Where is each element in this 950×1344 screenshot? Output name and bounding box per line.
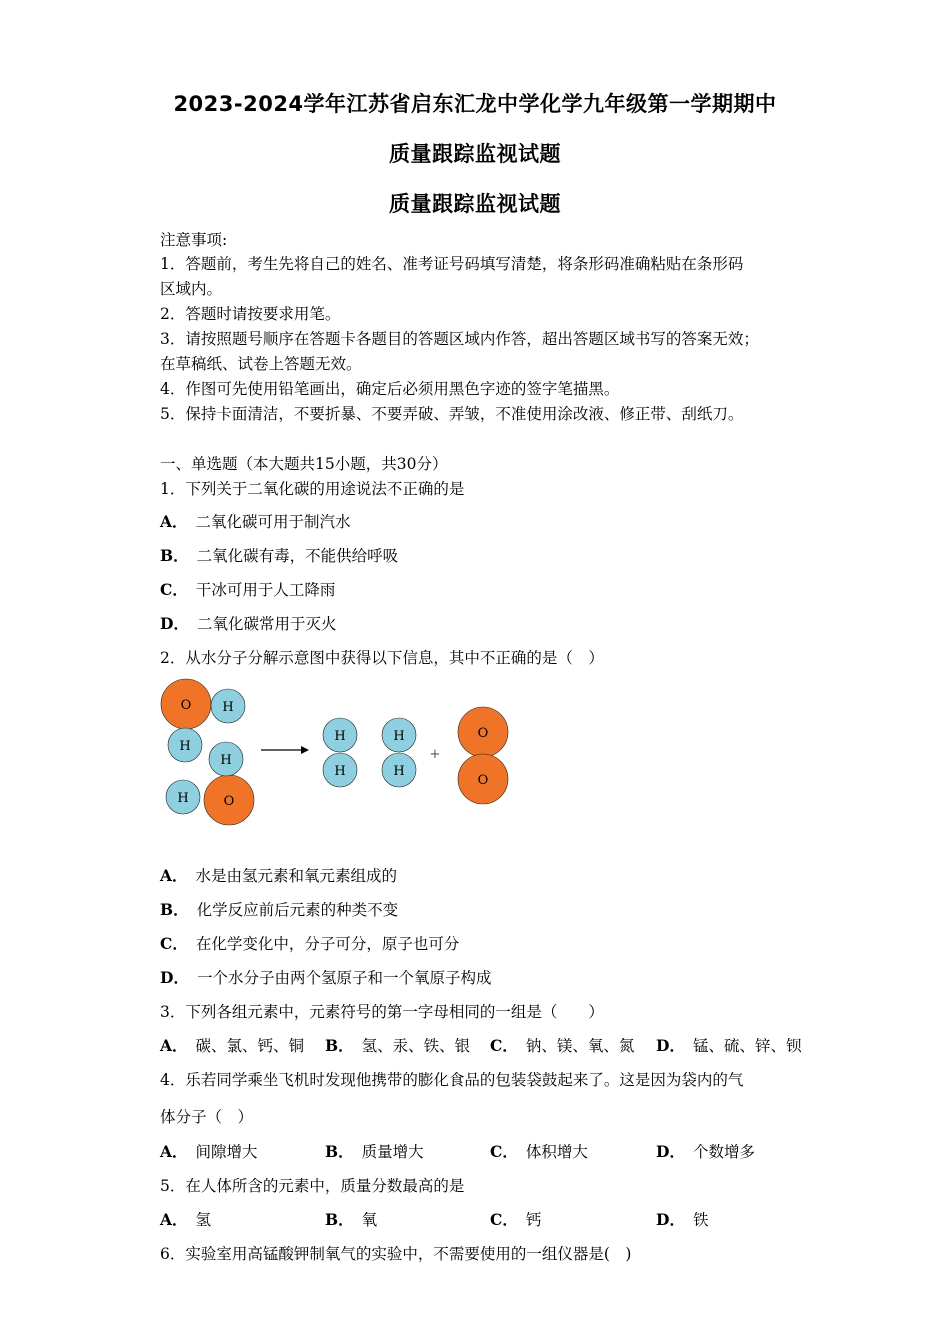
question-1-stem: 1．下列关于二氧化碳的用途说法不正确的是: [160, 480, 465, 498]
option-text: 干冰可用于人工降雨: [195, 581, 336, 599]
page-title-line2: 质量跟踪监视试题: [389, 142, 561, 166]
question-5-option-d: [656, 1208, 708, 1230]
option-label: C．: [160, 580, 188, 599]
question-2-option-d: [160, 966, 491, 988]
question-2-option-c: [160, 932, 459, 954]
option-text: 氢: [195, 1211, 212, 1229]
atom-label: O: [180, 698, 192, 713]
option-label: A．: [160, 866, 188, 885]
question-3-option-c: [490, 1034, 634, 1056]
question-4-option-d: [656, 1140, 755, 1162]
hydrogen-molecule-2: [382, 718, 416, 787]
question-4-option-c: [490, 1140, 588, 1162]
question-3-option-a: [160, 1034, 304, 1056]
option-text: 二氧化碳有毒，不能供给呼吸: [196, 547, 399, 565]
option-label: B．: [325, 1036, 354, 1055]
option-label: A．: [160, 1210, 188, 1229]
option-text: 体积增大: [525, 1143, 588, 1161]
option-text: 水是由氢元素和氧元素组成的: [195, 867, 398, 885]
plus-sign: +: [429, 747, 441, 762]
option-text: 碳、氯、钙、铜: [195, 1037, 305, 1055]
atom-label: O: [477, 773, 489, 788]
atom-label: H: [393, 729, 405, 744]
option-label: B．: [160, 546, 189, 565]
atom-label: H: [179, 739, 191, 754]
question-6-stem: 6．实验室用高锰酸钾制氧气的实验中，不需要使用的一组仪器是( ): [160, 1245, 632, 1263]
question-5-option-b: [325, 1208, 377, 1230]
question-2-option-a: [160, 864, 397, 886]
question-4-stem-line1: 4．乐若同学乘坐飞机时发现他携带的膨化食品的包装袋鼓起来了。这是因为袋内的气: [160, 1071, 744, 1089]
question-4-option-a: [160, 1140, 258, 1162]
option-label: A．: [160, 512, 188, 531]
note-line: 4．作图可先使用铅笔画出，确定后必须用黑色字迹的签字笔描黑。: [160, 380, 620, 398]
option-text: 锰、硫、锌、钡: [692, 1037, 802, 1055]
atom-label: H: [220, 753, 232, 768]
atom-label: H: [334, 764, 346, 779]
question-2-option-b: [160, 898, 398, 920]
question-3-stem: 3．下列各组元素中，元素符号的第一字母相同的一组是（ ）: [160, 1003, 604, 1021]
option-text: 个数增多: [692, 1143, 755, 1161]
water-decomposition-diagram: [155, 675, 515, 835]
hydrogen-molecule-1: [323, 718, 357, 787]
option-text: 二氧化碳可用于制汽水: [195, 513, 351, 531]
option-text: 间隙增大: [195, 1143, 258, 1161]
option-label: C．: [490, 1210, 518, 1229]
question-1-option-d: [160, 612, 336, 634]
note-line: 区域内。: [160, 280, 223, 298]
question-1-option-c: [160, 578, 335, 600]
notes-heading: 注意事项:: [160, 231, 228, 249]
question-2-stem: 2．从水分子分解示意图中获得以下信息，其中不正确的是（ ）: [160, 649, 604, 667]
option-label: D．: [656, 1210, 685, 1229]
atom-label: O: [477, 726, 489, 741]
oxygen-molecule: [458, 707, 508, 804]
atom-label: O: [223, 794, 235, 809]
question-4-stem-line2: 体分子（ ）: [160, 1108, 254, 1126]
page-title-line1: 2023-2024学年江苏省启东汇龙中学化学九年级第一学期期中: [173, 92, 777, 116]
option-label: C．: [490, 1036, 518, 1055]
atom-label: H: [177, 791, 189, 806]
page-title-line3: 质量跟踪监视试题: [389, 192, 561, 216]
option-text: 质量增大: [361, 1143, 424, 1161]
question-4-option-b: [325, 1140, 424, 1162]
option-label: B．: [325, 1142, 354, 1161]
atom-label: H: [222, 700, 234, 715]
question-1-option-b: [160, 544, 398, 566]
option-label: D．: [656, 1142, 685, 1161]
option-label: D．: [656, 1036, 685, 1055]
note-line: 3．请按照题号顺序在答题卡各题目的答题区域内作答，超出答题区域书写的答案无效；: [160, 330, 759, 348]
note-line: 1．答题前，考生先将自己的姓名、准考证号码填写清楚，将条形码准确粘贴在条形码: [160, 255, 744, 273]
atom-label: H: [334, 729, 346, 744]
option-text: 钠、镁、氧、氮: [525, 1037, 635, 1055]
question-3-option-b: [325, 1034, 470, 1056]
option-text: 氢、汞、铁、银: [361, 1037, 471, 1055]
option-text: 二氧化碳常用于灭火: [196, 615, 337, 633]
option-label: D．: [160, 614, 189, 633]
option-text: 一个水分子由两个氢原子和一个氧原子构成: [196, 969, 492, 987]
option-text: 铁: [692, 1211, 709, 1229]
option-text: 氧: [361, 1211, 378, 1229]
option-label: C．: [490, 1142, 518, 1161]
option-text: 钙: [525, 1211, 542, 1229]
section-heading: 一、单选题（本大题共15小题，共30分）: [160, 455, 448, 473]
option-text: 化学反应前后元素的种类不变: [196, 901, 399, 919]
note-line: 2．答题时请按要求用笔。: [160, 305, 341, 323]
question-5-option-a: [160, 1208, 211, 1230]
option-label: C．: [160, 934, 188, 953]
question-1-option-a: [160, 510, 351, 532]
option-text: 在化学变化中，分子可分，原子也可分: [195, 935, 460, 953]
question-5-stem: 5．在人体所含的元素中，质量分数最高的是: [160, 1177, 465, 1195]
note-line: 5．保持卡面清洁，不要折暴、不要弄破、弄皱，不准使用涂改液、修正带、刮纸刀。: [160, 405, 744, 423]
option-label: B．: [325, 1210, 354, 1229]
option-label: B．: [160, 900, 189, 919]
atom-label: H: [393, 764, 405, 779]
option-label: D．: [160, 968, 189, 987]
note-line: 在草稿纸、试卷上答题无效。: [160, 355, 362, 373]
reaction-arrow-icon: [261, 746, 309, 754]
question-3-option-d: [656, 1034, 801, 1056]
option-label: A．: [160, 1142, 188, 1161]
question-5-option-c: [490, 1208, 541, 1230]
option-label: A．: [160, 1036, 188, 1055]
